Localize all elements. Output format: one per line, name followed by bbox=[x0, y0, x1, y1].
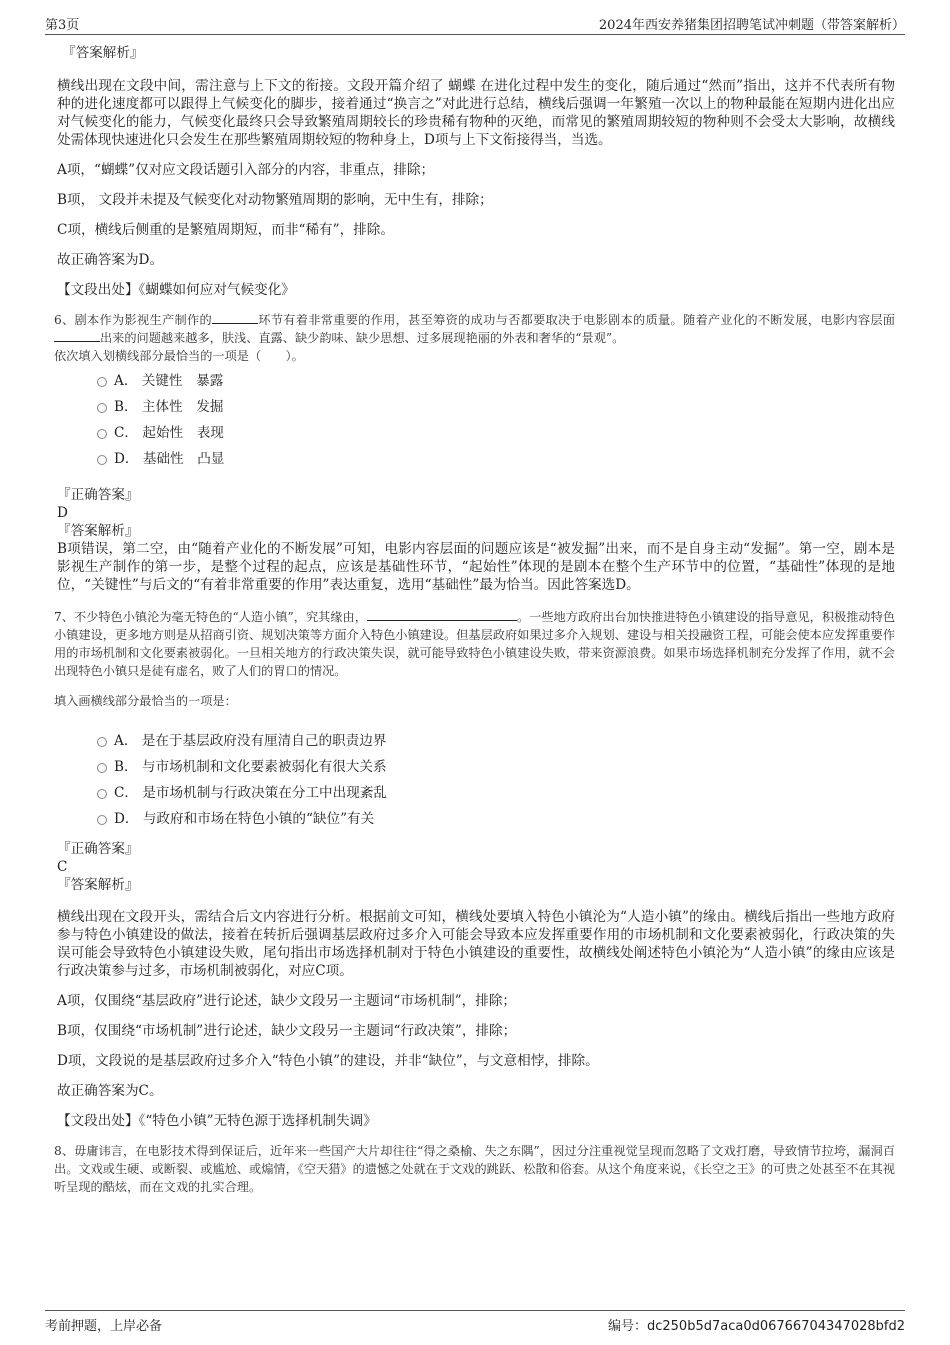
document-body bbox=[54, 44, 896, 1196]
radio-button-icon[interactable] bbox=[97, 815, 107, 825]
q7-answer: C bbox=[57, 859, 68, 875]
q6-analysis-label: 『答案解析』 bbox=[57, 523, 139, 539]
q7-analysis-label: 『答案解析』 bbox=[57, 877, 139, 893]
radio-button-icon[interactable] bbox=[97, 455, 107, 465]
page-number: 第3页 bbox=[45, 18, 80, 33]
q6-option-a[interactable]: A． 关键性 暴露 bbox=[57, 368, 895, 394]
q7-option-d-note: D项，文段说的是基层政府过多介入“特色小镇”的建设，并非“缺位”，与文意相悖，排除。 bbox=[57, 1053, 599, 1069]
radio-button-icon[interactable] bbox=[97, 403, 107, 413]
footer-slogan: 考前押题，上岸必备 bbox=[45, 1319, 163, 1334]
q5-analysis-label: 『答案解析』 bbox=[62, 45, 144, 61]
q5-source: 【文段出处】《蝴蝶如何应对气候变化》 bbox=[57, 282, 295, 298]
q6-analysis-text: B项错误，第二空，由“随着产业化的不断发展”可知，电影内容层面的问题应该是“被发掘”出来，而不是自身主动“发掘”。第一空，剧本是影视生产制作的第一步，是整个过程的起点，应该是基础性环节，“起始性”体现的是剧本在整个生产环节中的位置，“基础性”体现的是地位，“关键性”与后文的“有着非常重要的作用”表达重复，选用“基础性”最为恰当。因此答案选D。 bbox=[57, 541, 895, 593]
q7-option-a[interactable]: A． 是在于基层政府没有厘清自己的职责边界 bbox=[57, 728, 895, 754]
q7-source: 【文段出处】《“特色小镇”无特色源于选择机制失调》 bbox=[57, 1113, 377, 1129]
q7-stem-part1: 7、不少特色小镇沦为毫无特色的“人造小镇”，究其缘由， bbox=[54, 610, 367, 624]
q6-stem bbox=[54, 311, 895, 347]
q7-options bbox=[57, 728, 895, 832]
q6-prompt: 依次填入划横线部分最恰当的一项是（ ）。 bbox=[54, 349, 304, 363]
q5-conclusion: 故正确答案为D。 bbox=[57, 252, 164, 268]
q7-analysis-text: 横线出现在文段开头，需结合后文内容进行分析。根据前文可知，横线处要填入特色小镇沦为“人造小镇”的缘由。横线后指出一些地方政府参与特色小镇建设的做法，接着在转折后强调基层政府过多介入可能会导致本应发挥重要作用的市场机制和文化要素被弱化，行政决策的失误可能会导致特色小镇建设失败，尾句指出市场选择机制对于特色小镇建设的重要性，故横线处阐述特色小镇沦为“人造小镇”的缘由应该是行政决策参与过多，市场机制被弱化，对应C项。 bbox=[57, 909, 895, 979]
q7-option-d[interactable]: D． 与政府和市场在特色小镇的“缺位”有关 bbox=[57, 806, 895, 832]
q7-stem bbox=[54, 608, 895, 680]
radio-button-icon[interactable] bbox=[97, 377, 107, 387]
q8-stem: 8、毋庸讳言，在电影技术得到保证后，近年来一些国产大片却往往“得之桑榆、失之东隅”，因过分注重视觉呈现而忽略了文戏打磨，导致情节拉垮，漏洞百出。文戏或生硬、或断裂、或尴尬、或煽情，《空天猎》的遗憾之处就在于文戏的跳跃、松散和俗套。从这个角度来说，《长空之王》的可贵之处甚至不在其视听呈现的酷炫，而在文戏的扎实合理。 bbox=[54, 1144, 895, 1194]
radio-button-icon[interactable] bbox=[97, 763, 107, 773]
q7-blank bbox=[367, 608, 517, 621]
q7-conclusion: 故正确答案为C。 bbox=[57, 1083, 163, 1099]
q6-option-d[interactable]: D． 基础性 凸显 bbox=[57, 446, 895, 472]
q6-stem-part1: 6、剧本作为影视生产制作的 bbox=[54, 313, 212, 327]
page-header bbox=[45, 14, 905, 35]
q7-option-b[interactable]: B． 与市场机制和文化要素被弱化有很大关系 bbox=[57, 754, 895, 780]
q5-option-b-note: B项， 文段并未提及气候变化对动物繁殖周期的影响，无中生有，排除； bbox=[57, 192, 493, 208]
document-title: 2024年西安养猪集团招聘笔试冲刺题（带答案解析） bbox=[598, 18, 905, 33]
q7-stem-part2: 。一些地方政府出台加快推进特色小镇建设的指导意见，积极推动特色小镇建设，更多地方则是从招商引资、规划决策等方面介入特色小镇建设。但基层政府如果过多介入规划、建设与相关投融资工程，可能会使本应发挥重要作用的市场机制和文化要素被弱化。一旦相关地方的行政决策失误，就可能导致特色小镇建设失败，带来资源浪费。如果市场选择机制充分发挥了作用，就不会出现特色小镇只是徒有虚名，败了人们的胃口的情况。 bbox=[54, 610, 896, 678]
q7-prompt: 填入画横线部分最恰当的一项是： bbox=[54, 694, 237, 708]
q7-answer-label: 『正确答案』 bbox=[57, 841, 139, 857]
q6-stem-part3: 出来的问题越来越多，肤浅、直露、缺少韵味、缺少思想、过多展现艳丽的外表和奢华的“景观”。 bbox=[100, 331, 625, 345]
q5-option-a-note: A项，“蝴蝶”仅对应文段话题引入部分的内容，非重点，排除； bbox=[57, 162, 435, 178]
radio-button-icon[interactable] bbox=[97, 429, 107, 439]
q6-blank-2 bbox=[54, 329, 100, 342]
document-code-value: dc250b5d7aca0d06766704347028bfd2 bbox=[646, 1319, 905, 1334]
q7-option-b-note: B项，仅围绕“市场机制”进行论述，缺少文段另一主题词“行政决策”，排除； bbox=[57, 1023, 517, 1039]
document-code-label: 编号： bbox=[607, 1319, 647, 1334]
q7-option-c[interactable]: C． 是市场机制与行政决策在分工中出现紊乱 bbox=[57, 780, 895, 806]
page-footer bbox=[45, 1310, 905, 1333]
q6-blank-1 bbox=[212, 311, 258, 324]
q6-answer-label: 『正确答案』 bbox=[57, 487, 139, 503]
radio-button-icon[interactable] bbox=[97, 737, 107, 747]
q6-answer: D bbox=[57, 505, 68, 521]
q5-analysis-text: 横线出现在文段中间，需注意与上下文的衔接。文段开篇介绍了 蝴蝶 在进化过程中发生的变化，随后通过“然而”指出，这并不代表所有物种的进化速度都可以跟得上气候变化的脚步，接着通过“换言之”对此进行总结，横线后强调一年繁殖一次以上的物种最能在短期内进化出应对气候变化的能力，气候变化最终只会导致繁殖周期较长的珍贵稀有物种的灭绝，而常见的繁殖周期较短的物种则不会受太大影响，故横线处需体现快速进化只会发生在那些繁殖周期较短的物种身上，D项与上下文衔接得当，当选。 bbox=[57, 78, 895, 148]
q5-option-c-note: C项，横线后侧重的是繁殖周期短，而非“稀有”，排除。 bbox=[57, 222, 394, 238]
q6-options bbox=[57, 368, 895, 472]
q6-stem-part2: 环节有着非常重要的作用，甚至筹资的成功与否都要取决于电影剧本的质量。随着产业化的不断发展，电影内容层面 bbox=[257, 313, 895, 327]
document-code bbox=[608, 1315, 905, 1334]
q6-option-b[interactable]: B． 主体性 发掘 bbox=[57, 394, 895, 420]
radio-button-icon[interactable] bbox=[97, 789, 107, 799]
q6-option-c[interactable]: C． 起始性 表现 bbox=[57, 420, 895, 446]
q7-option-a-note: A项，仅围绕“基层政府”进行论述，缺少文段另一主题词“市场机制”，排除； bbox=[57, 993, 517, 1009]
